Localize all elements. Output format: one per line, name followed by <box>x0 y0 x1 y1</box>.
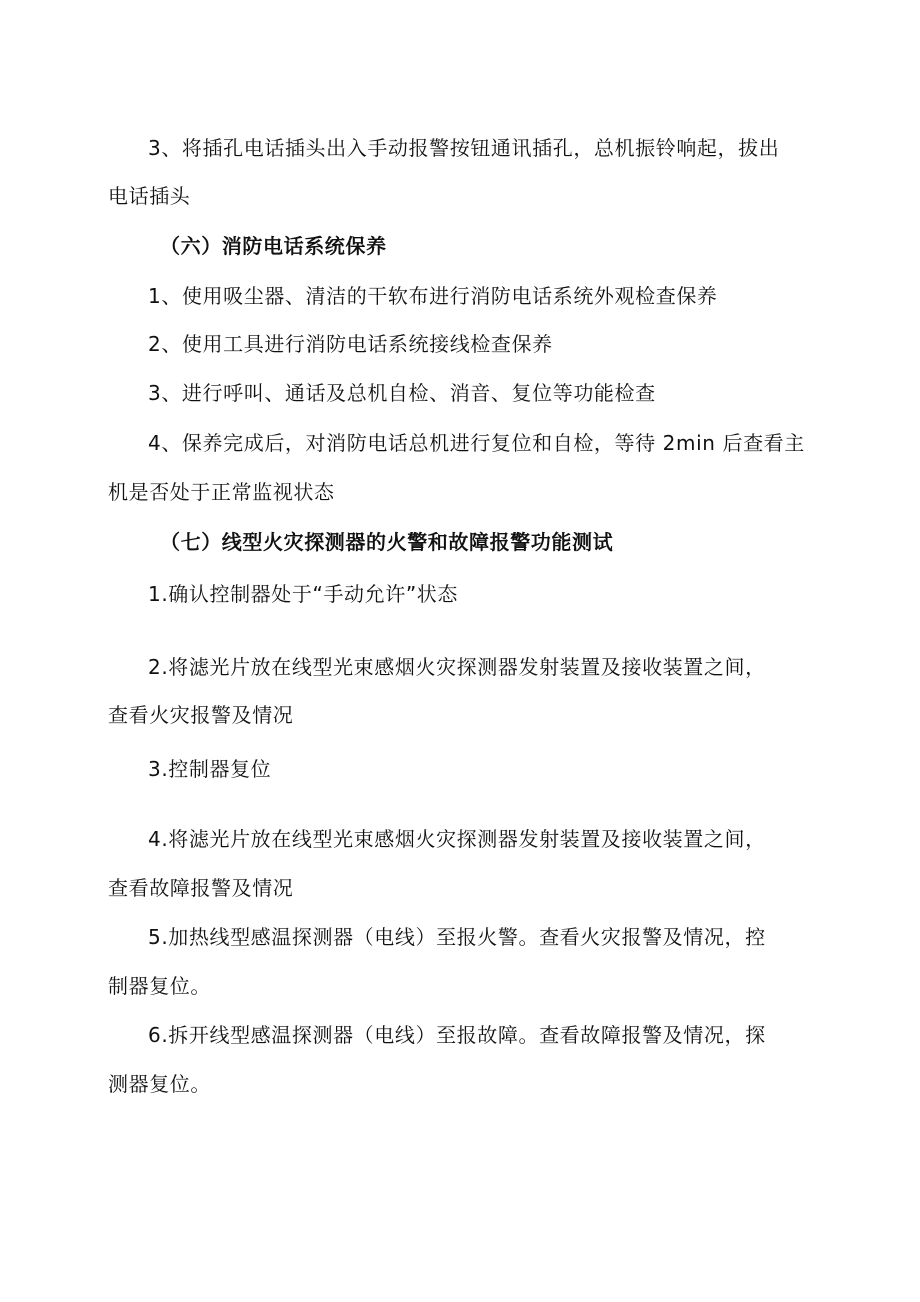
item3-text-line2: 电话插头 <box>108 184 191 208</box>
section-six-item-3: 3、进行呼叫、通话及总机自检、消音、复位等功能检查 <box>148 381 656 405</box>
section-seven-item-2-line2: 查看火灾报警及情况 <box>108 703 294 727</box>
section-seven-item-4-line2: 查看故障报警及情况 <box>108 876 294 900</box>
section-seven-item-6-line1: 6.拆开线型感温探测器（电线）至报故障。查看故障报警及情况，探 <box>148 1023 766 1047</box>
section-seven-item-3: 3.控制器复位 <box>148 757 272 781</box>
section-seven-item-5-line1: 5.加热线型感温探测器（电线）至报火警。查看火灾报警及情况，控 <box>148 925 766 949</box>
section-six-item-1: 1、使用吸尘器、清洁的干软布进行消防电话系统外观检查保养 <box>148 284 718 308</box>
section-six-item-2: 2、使用工具进行消防电话系统接线检查保养 <box>148 332 553 356</box>
section-seven-item-6-line2: 测器复位。 <box>108 1072 211 1096</box>
section-seven-item-4-line1: 4.将滤光片放在线型光束感烟火灾探测器发射装置及接收装置之间， <box>148 827 766 851</box>
section-six-heading: （六）消防电话系统保养 <box>160 234 387 258</box>
section-seven-item-1: 1.确认控制器处于“手动允许”状态 <box>148 582 459 606</box>
section-six-item-4-line2: 机是否处于正常监视状态 <box>108 480 335 504</box>
section-six-item-4-line1: 4、保养完成后，对消防电话总机进行复位和自检，等待 2min 后查看主 <box>148 431 805 455</box>
section-seven-heading: （七）线型火灾探测器的火警和故障报警功能测试 <box>160 530 614 554</box>
section-seven-item-2-line1: 2.将滤光片放在线型光束感烟火灾探测器发射装置及接收装置之间， <box>148 655 766 679</box>
section-seven-item-5-line2: 制器复位。 <box>108 974 211 998</box>
item3-text-line1: 3、将插孔电话插头出入手动报警按钮通讯插孔，总机振铃响起，拔出 <box>148 136 780 160</box>
